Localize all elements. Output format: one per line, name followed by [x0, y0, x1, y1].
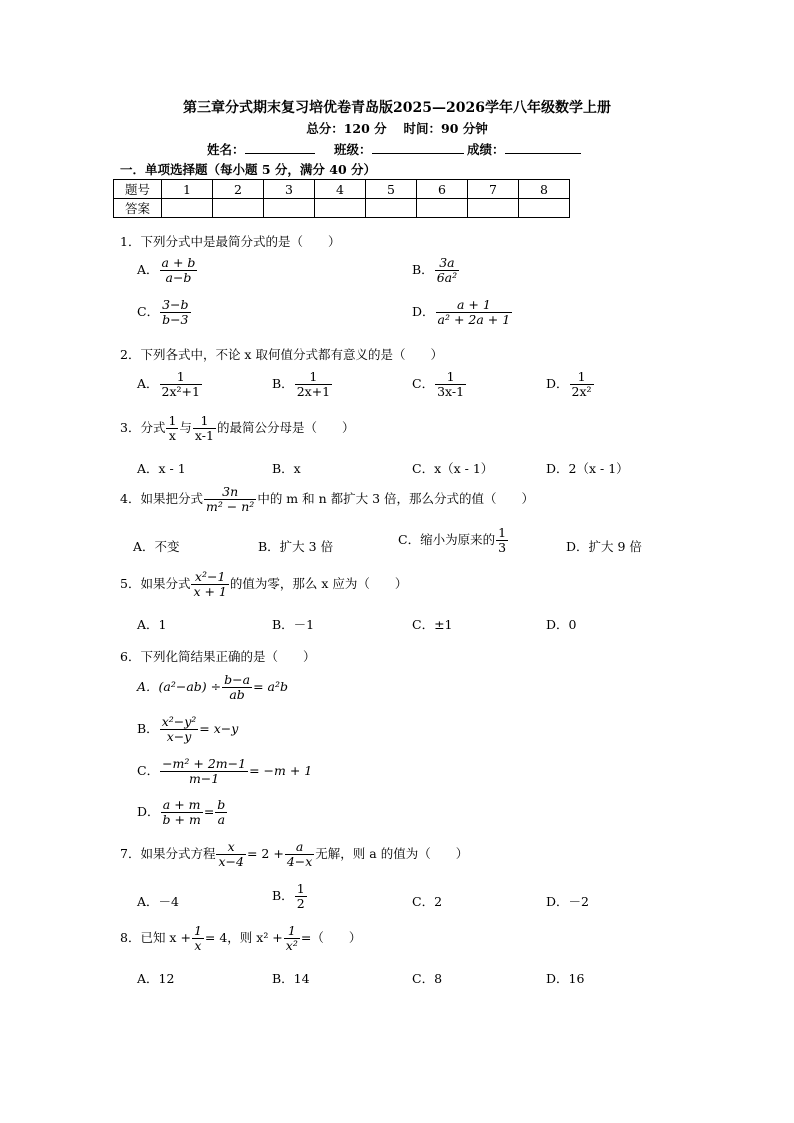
denominator: a−b [160, 270, 198, 285]
denominator: 3x-1 [437, 383, 465, 399]
option-text: = x−y [199, 720, 239, 736]
fraction [204, 485, 256, 514]
stem-text: 与 [179, 419, 192, 435]
name-field[interactable] [207, 140, 315, 158]
option-label: D． [412, 303, 435, 319]
answer-table [113, 179, 570, 218]
answer-cell[interactable] [162, 199, 213, 218]
table-cell: 2 [213, 180, 264, 199]
q3-option-a[interactable]: A．x - 1 [137, 461, 186, 476]
denominator: 2x²+1 [161, 383, 200, 399]
option-label: B． [272, 887, 294, 903]
fraction [160, 256, 198, 285]
fraction [436, 298, 513, 327]
q7-option-c[interactable]: C．2 [412, 894, 443, 909]
numerator: 3a [439, 255, 455, 270]
denominator: x [192, 938, 204, 953]
numerator: 1 [200, 413, 209, 428]
table-cell: 6 [417, 180, 468, 199]
fraction [160, 715, 199, 744]
denominator: b + m [162, 811, 201, 827]
stem-text: 7．如果分式方程 [120, 845, 216, 861]
grade-label: 成绩： [467, 142, 505, 157]
answer-cell[interactable] [213, 199, 264, 218]
name-label: 姓名： [207, 142, 245, 157]
answer-cell[interactable] [315, 199, 366, 218]
numerator: 1 [309, 369, 318, 384]
table-cell: 3 [264, 180, 315, 199]
denominator: x−y [160, 729, 199, 744]
table-cell: 4 [315, 180, 366, 199]
question-2-stem: 2．下列各式中，不论 x 取何值分式都有意义的是（ ） [120, 347, 443, 362]
fraction [192, 924, 204, 953]
q4-option-c[interactable] [398, 526, 509, 555]
numerator: 1 [498, 525, 507, 540]
numerator: 1 [296, 881, 305, 896]
numerator: b [217, 797, 226, 812]
table-cell: 7 [468, 180, 519, 199]
numerator: 3−b [162, 297, 189, 312]
q1-option-b[interactable] [412, 256, 460, 285]
denominator: 2x² [571, 383, 592, 399]
option-label: C． [137, 303, 160, 319]
denominator: m−1 [160, 771, 248, 786]
question-7-stem [120, 840, 468, 869]
fraction [160, 298, 190, 327]
q4-option-b[interactable]: B．扩大 3 倍 [258, 539, 334, 554]
option-text: = a²b [253, 678, 288, 694]
answer-cell[interactable] [417, 199, 468, 218]
q2-option-d[interactable] [546, 370, 595, 399]
denominator: a [215, 812, 227, 827]
numerator: 3n [222, 484, 239, 499]
fraction [216, 840, 245, 869]
denominator: 4−x [286, 853, 313, 869]
q1-option-c[interactable] [137, 298, 192, 327]
section-heading: 一．单项选择题（每小题 5 分，满分 40 分） [120, 162, 377, 177]
table-header-cell: 答案 [114, 199, 162, 218]
q5-option-a[interactable]: A．1 [137, 617, 167, 632]
q8-option-b[interactable]: B．14 [272, 971, 310, 986]
numerator: 1 [193, 923, 202, 938]
q3-option-d[interactable]: D．2（x - 1） [546, 461, 629, 476]
page-title: 第三章分式期末复习培优卷青岛版2025—2026学年八年级数学上册 [183, 100, 611, 116]
stem-text: = 4，则 x² + [204, 929, 283, 945]
denominator: x + 1 [193, 583, 227, 599]
denominator: 6a² [436, 269, 458, 285]
q6-option-c[interactable] [137, 757, 312, 786]
numerator: 1 [287, 923, 296, 938]
option-label: D． [137, 803, 160, 819]
numerator: x²−1 [194, 569, 226, 584]
stem-text: =（ ） [300, 929, 362, 945]
q6-option-b[interactable] [137, 715, 238, 744]
stem-text: 4．如果把分式 [120, 490, 203, 506]
fraction [215, 798, 227, 827]
q3-option-c[interactable]: C．x（x - 1） [412, 461, 494, 476]
q6-option-d[interactable] [137, 798, 228, 827]
denominator: m² − n² [205, 498, 255, 514]
option-label: D． [546, 375, 569, 391]
q4-option-a[interactable]: A．不变 [133, 539, 180, 554]
stem-text: 3．分式 [120, 419, 166, 435]
denominator: 2x+1 [296, 383, 331, 399]
grade-field[interactable] [467, 140, 581, 158]
table-cell: 8 [519, 180, 570, 199]
answer-cell[interactable] [468, 199, 519, 218]
fraction [435, 370, 466, 399]
q5-option-c[interactable]: C．±1 [412, 617, 453, 632]
question-1-stem: 1．下列分式中是最简分式的是（ ） [120, 234, 341, 249]
stem-text: = 2 + [246, 845, 284, 861]
option-label: B． [412, 261, 434, 277]
denominator: x-1 [194, 427, 214, 443]
numerator: 1 [577, 369, 586, 384]
answer-cell[interactable] [519, 199, 570, 218]
option-label: A． [137, 375, 159, 391]
option-label: C． [412, 375, 435, 391]
stem-text: 无解，则 a 的值为（ ） [315, 845, 469, 861]
numerator: a [295, 839, 304, 854]
stem-text: 的值为零，那么 x 应为（ ） [229, 575, 408, 591]
q2-option-a[interactable] [137, 370, 203, 399]
fraction [160, 370, 202, 399]
q8-option-a[interactable]: A．12 [137, 971, 175, 986]
name-blank[interactable] [245, 141, 315, 154]
option-text: C．缩小为原来的 [398, 531, 496, 547]
fraction [435, 256, 459, 285]
numerator: 1 [176, 369, 185, 384]
denominator: ab [222, 687, 252, 702]
q5-option-b[interactable]: B．－1 [272, 617, 315, 632]
option-label: A． [137, 261, 159, 277]
fraction [191, 570, 228, 599]
table-row [114, 180, 570, 199]
denominator: 3 [498, 539, 507, 555]
denominator: x [166, 428, 178, 443]
q3-option-b[interactable]: B．x [272, 461, 301, 476]
class-blank[interactable] [372, 141, 464, 154]
fraction [160, 757, 248, 786]
q7-option-a[interactable]: A．－4 [137, 894, 179, 909]
q1-option-d[interactable] [412, 298, 513, 327]
q8-option-c[interactable]: C．8 [412, 971, 443, 986]
question-3-stem [120, 414, 354, 443]
option-text: A．(a²−ab) ÷ [137, 678, 222, 694]
table-cell: 1 [162, 180, 213, 199]
score-time-line: 总分：120 分 时间：90 分钟 [306, 121, 488, 136]
question-5-stem [120, 570, 407, 599]
question-8-stem [120, 924, 361, 953]
table-header-cell: 题号 [114, 180, 162, 199]
denominator: x² [285, 937, 298, 953]
class-label: 班级： [334, 142, 372, 157]
numerator: −m² + 2m−1 [162, 756, 247, 771]
table-cell: 5 [366, 180, 417, 199]
q2-option-c[interactable] [412, 370, 467, 399]
q8-option-d[interactable]: D．16 [546, 971, 585, 986]
answer-cell[interactable] [264, 199, 315, 218]
question-6-stem: 6．下列化简结果正确的是（ ） [120, 649, 316, 664]
fraction [570, 370, 594, 399]
fraction [193, 414, 216, 443]
numerator: a + b [161, 255, 196, 270]
q5-option-d[interactable]: D．0 [546, 617, 577, 632]
class-field[interactable] [334, 140, 464, 158]
numerator: 1 [168, 413, 177, 428]
option-label: B． [137, 720, 159, 736]
question-4-stem [120, 485, 534, 514]
stem-text: 5．如果分式 [120, 575, 191, 591]
numerator: x²−y² [161, 714, 197, 729]
numerator: a + 1 [456, 297, 491, 312]
stem-text: 8．已知 x + [120, 929, 191, 945]
stem-text: 中的 m 和 n 都扩大 3 倍，那么分式的值（ ） [257, 490, 535, 506]
fraction [285, 840, 314, 869]
fraction [166, 414, 178, 443]
grade-blank[interactable] [505, 141, 581, 154]
numerator: x [227, 839, 235, 854]
fraction [284, 924, 300, 953]
q7-option-d[interactable]: D．－2 [546, 894, 589, 909]
option-text: = −m + 1 [249, 762, 313, 778]
option-label: C． [137, 762, 160, 778]
table-row [114, 199, 570, 218]
q6-option-a[interactable] [137, 673, 288, 702]
option-label: B． [272, 375, 294, 391]
option-text: = [203, 803, 215, 819]
fraction [295, 882, 307, 911]
q7-option-b[interactable] [272, 882, 308, 911]
fraction [496, 526, 508, 555]
numerator: a + m [162, 797, 201, 812]
fraction [295, 370, 332, 399]
denominator: 2 [296, 895, 305, 911]
q1-option-a[interactable] [137, 256, 198, 285]
fraction [161, 798, 203, 827]
q4-option-d[interactable]: D．扩大 9 倍 [566, 539, 642, 554]
answer-cell[interactable] [366, 199, 417, 218]
numerator: 1 [446, 369, 455, 384]
stem-text: 的最简公分母是（ ） [216, 419, 355, 435]
q2-option-b[interactable] [272, 370, 333, 399]
fraction [222, 673, 252, 702]
denominator: x−4 [218, 853, 244, 869]
denominator: a² + 2a + 1 [437, 311, 511, 327]
numerator: b−a [224, 672, 251, 687]
denominator: b−3 [162, 311, 189, 327]
